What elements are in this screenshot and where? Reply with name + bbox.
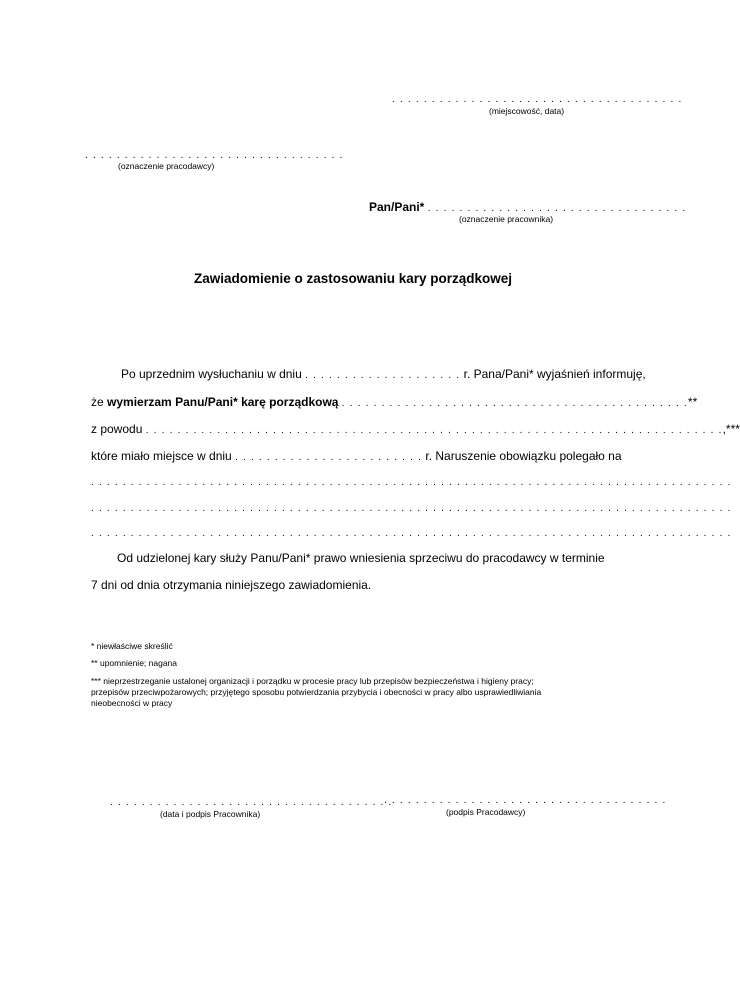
footnote-3-line-3: nieobecności w pracy [91, 698, 173, 708]
penalty-prefix: że [91, 395, 104, 409]
incident-date-dots: . . . . . . . . . . . . . . . . . . . . . . . . [235, 452, 423, 463]
hearing-date-text-end: r. Pana/Pani* wyjaśnień informuję, [463, 367, 646, 381]
violation-dots-line-1: . . . . . . . . . . . . . . . . . . . . . . . . . . . . . . . . . . . . . . . . . . . . . . . . . . . . . . . . . . . . . . . . . . . . . . . . . . . . . . . . . [91, 477, 732, 488]
body-line-3 [91, 422, 740, 437]
footnote-3-line-1: *** nieprzestrzeganie ustalonej organizacji i porządku w procesie pracy lub przepisów bezpieczeństwa i higieny pracy; [91, 676, 534, 686]
reason-footnote-mark: ,*** [722, 422, 740, 436]
employer-signature-caption: (podpis Pracodawcy) [446, 807, 526, 817]
incident-date-label: które miało miejsce w dniu [91, 449, 232, 463]
hearing-date-text: Po uprzednim wysłuchaniu w dniu [121, 367, 302, 381]
addressee-dotted-line: . . . . . . . . . . . . . . . . . . . . . . . . . . . . . . . . . [427, 203, 687, 214]
body-line-2 [91, 395, 697, 410]
employer-signature-dots: . . . . . . . . . . . . . . . . . . . . . . . . . . . . . . . . . . . . [384, 795, 667, 806]
body-line-1 [121, 367, 646, 382]
penalty-dots: . . . . . . . . . . . . . . . . . . . . . . . . . . . . . . . . . . . . . . . . . . . . [341, 398, 688, 409]
employee-caption: (oznaczenie pracownika) [459, 214, 554, 224]
footnote-3-line-2: przepisów przeciwpożarowych; przyjętego sposobu potwierdzania przybycia i obecności w pracy albo usprawiedliwiania [91, 687, 542, 697]
appeal-line-2: 7 dni od dnia otrzymania niniejszego zawiadomienia. [91, 578, 372, 592]
place-date-dotted-line: . . . . . . . . . . . . . . . . . . . . . . . . . . . . . . . . . . . . . [392, 94, 683, 105]
place-date-caption: (miejscowość, data) [489, 106, 565, 116]
reason-dots: . . . . . . . . . . . . . . . . . . . . . . . . . . . . . . . . . . . . . . . . . . . . . . . . . . . . . . . . . . . . . . . . . . . . . . . . . [145, 425, 723, 436]
violation-dots-line-2: . . . . . . . . . . . . . . . . . . . . . . . . . . . . . . . . . . . . . . . . . . . . . . . . . . . . . . . . . . . . . . . . . . . . . . . . . . . . . . . . . [91, 503, 732, 514]
employee-signature-dots: . . . . . . . . . . . . . . . . . . . . . . . . . . . . . . . . . . . . [110, 797, 393, 808]
penalty-footnote-mark: ** [687, 395, 698, 409]
footnote-1: * niewłaściwe skreślić [91, 641, 173, 651]
appeal-line-1: Od udzielonej kary służy Panu/Pani* prawo wniesienia sprzeciwu do pracodawcy w terminie [117, 551, 605, 565]
violation-label: r. Naruszenie obowiązku polegało na [425, 449, 622, 463]
employee-signature-caption: (data i podpis Pracownika) [160, 809, 261, 819]
hearing-date-dots: . . . . . . . . . . . . . . . . . . . . [305, 370, 461, 381]
penalty-statement: wymierzam Panu/Pani* karę porządkową [107, 395, 339, 409]
addressee-label: Pan/Pani* [369, 200, 425, 214]
employer-dotted-line: . . . . . . . . . . . . . . . . . . . . . . . . . . . . . . . . . [85, 150, 344, 161]
footnote-2: ** upomnienie; nagana [91, 658, 178, 668]
document-title: Zawiadomienie o zastosowaniu kary porządkowej [193, 271, 513, 286]
reason-label: z powodu [91, 422, 143, 436]
addressee-line [369, 200, 686, 215]
body-line-4 [91, 449, 622, 464]
violation-dots-line-3: . . . . . . . . . . . . . . . . . . . . . . . . . . . . . . . . . . . . . . . . . . . . . . . . . . . . . . . . . . . . . . . . . . . . . . . . . . . . . . . . . [91, 528, 732, 539]
employer-caption: (oznaczenie pracodawcy) [118, 161, 215, 171]
